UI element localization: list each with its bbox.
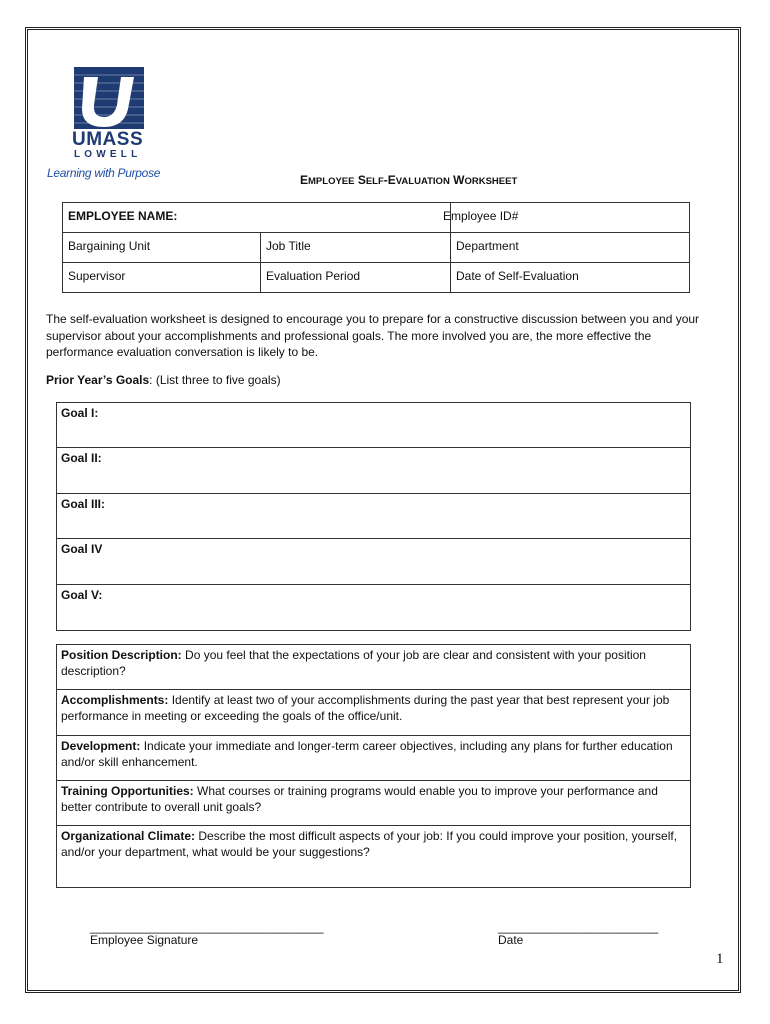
brand-tagline: Learning with Purpose — [47, 166, 161, 180]
page-title: EMPLOYEE SELF-EVALUATION WORKSHEET — [300, 173, 518, 187]
goal-2-field[interactable]: Goal II: — [57, 448, 690, 493]
date-self-eval-field[interactable]: Date of Self-Evaluation — [451, 263, 690, 293]
questions-box — [56, 644, 691, 888]
accomplishments-field[interactable]: Accomplishments: Identify at least two of your accomplishments during the past year that best represent your job performance in meeting or exceeding the goals of the office/unit. — [57, 690, 690, 736]
goal-1-field[interactable]: Goal I: — [57, 403, 690, 448]
goal-4-field[interactable]: Goal IV — [57, 539, 690, 584]
date-label: Date — [498, 933, 524, 947]
employee-info-table — [62, 202, 690, 293]
goals-box — [56, 402, 691, 631]
date-line[interactable]: ________________________ — [498, 920, 659, 934]
prior-goals-heading: Prior Year’s Goals: (List three to five goals) — [46, 373, 281, 387]
development-field[interactable]: Development: Indicate your immediate and longer-term career objectives, including any plans for further education and/or skill enhancement. — [57, 736, 690, 781]
employee-id-field[interactable]: Employee ID# — [451, 203, 690, 233]
goal-3-field[interactable]: Goal III: — [57, 494, 690, 539]
goal-5-field[interactable]: Goal V: — [61, 587, 103, 602]
brand-name: UMASS — [72, 129, 144, 150]
organizational-climate-field[interactable]: Organizational Climate: Describe the most difficult aspects of your job: If you could improve your position, yourself, and/or your department, what would be your suggestions? — [61, 829, 678, 859]
employee-signature-label: Employee Signature — [90, 933, 199, 947]
job-title-field[interactable]: Job Title — [261, 233, 451, 263]
position-description-field[interactable]: Position Description: Do you feel that the expectations of your job are clear and consistent with your position description? — [57, 645, 690, 690]
umass-logo-icon — [74, 67, 144, 129]
department-field[interactable]: Department — [451, 233, 690, 263]
supervisor-field[interactable]: Supervisor — [63, 263, 261, 293]
employee-signature-line[interactable]: ___________________________________ — [90, 920, 324, 934]
training-opportunities-field[interactable]: Training Opportunities: What courses or training programs would enable you to improve your performance and better contribute to overall unit goals? — [57, 781, 690, 826]
page-number: 1 — [716, 951, 724, 967]
intro-paragraph: The self-evaluation worksheet is designed to encourage you to prepare for a constructive discussion between you and your supervisor about your accomplishments and professional goals. The more involved you are, the more effective the performance evaluation conversation is likely to be. — [46, 312, 700, 359]
bargaining-unit-field[interactable]: Bargaining Unit — [63, 233, 261, 263]
evaluation-period-field[interactable]: Evaluation Period — [261, 263, 451, 293]
brand-subname: LOWELL — [74, 149, 142, 160]
employee-name-field[interactable]: EMPLOYEE NAME: — [63, 203, 451, 233]
